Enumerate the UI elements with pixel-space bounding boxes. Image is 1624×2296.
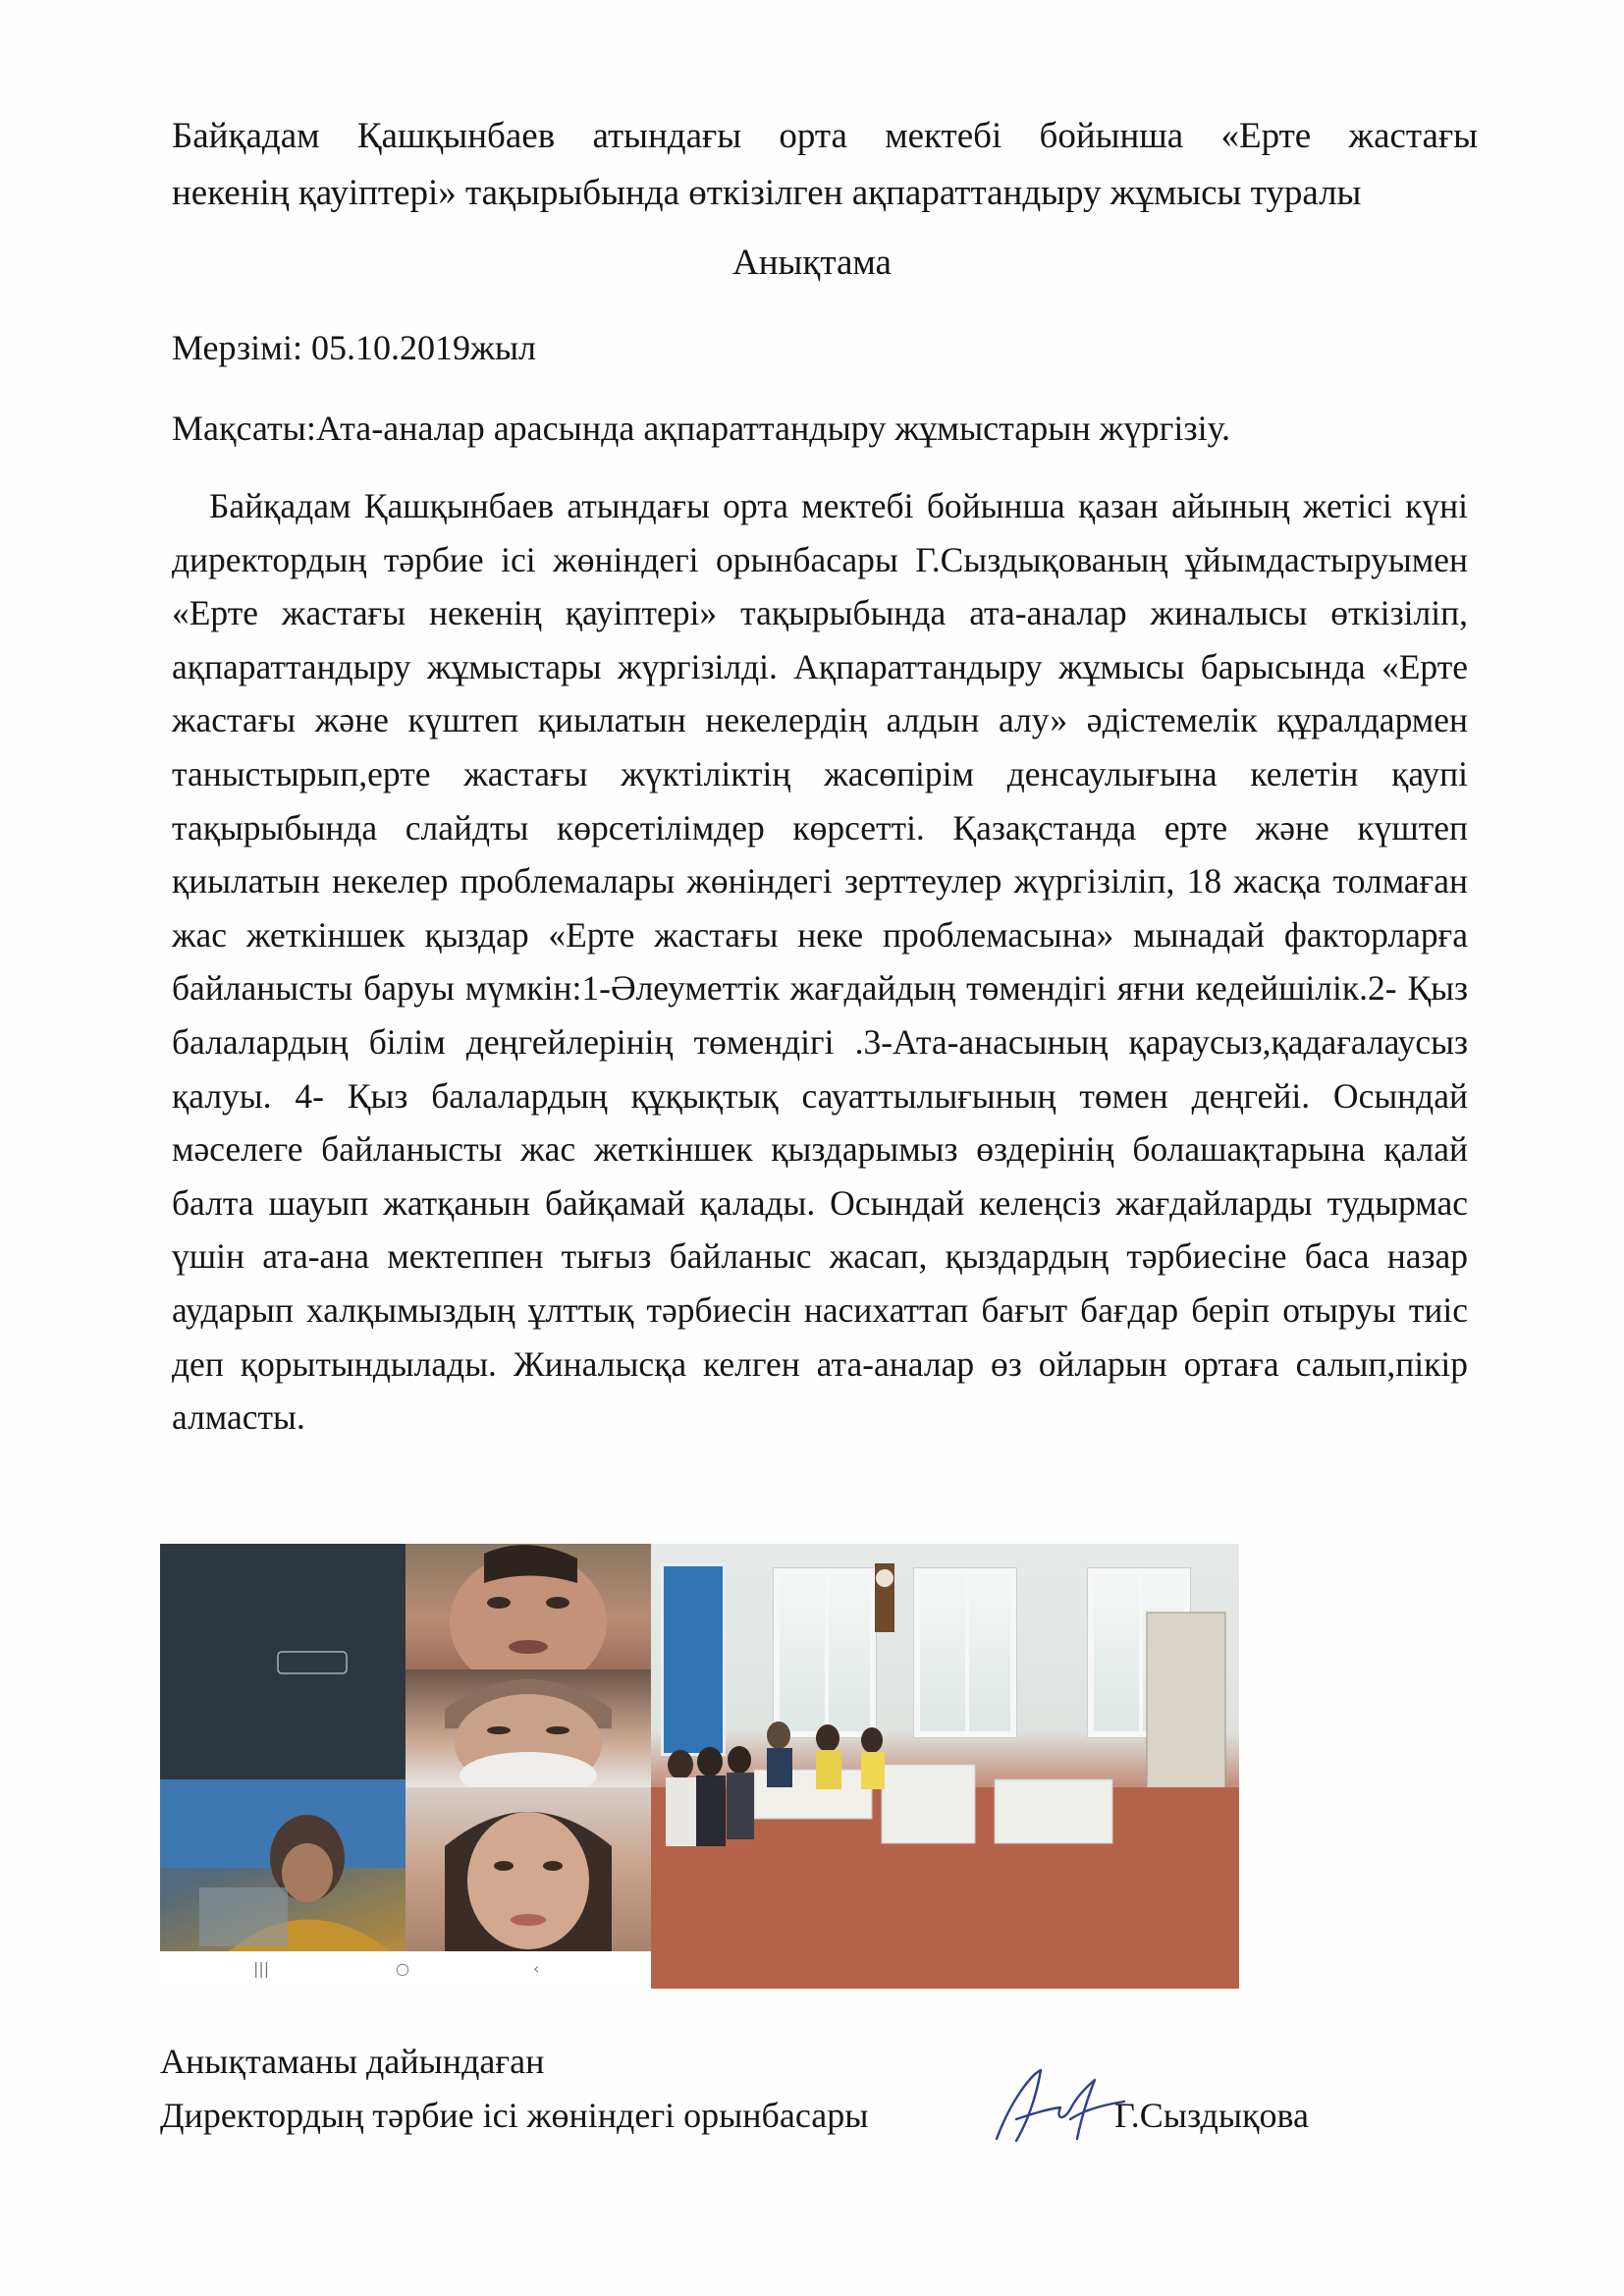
document-title: Анықтама <box>732 243 892 283</box>
call-tile-participant-1 <box>406 1544 651 1669</box>
teacher-figure-graphic <box>160 1779 406 1951</box>
heading-line-2: некенің қауіптері» тақырыбында өткізілген ақпараттандыру жұмысы туралы <box>172 173 1362 213</box>
back-icon: ‹ <box>533 1959 540 1978</box>
classroom-scene-graphic <box>651 1544 1239 1989</box>
prepared-by-line: Анықтаманы дайындаған <box>160 2042 545 2081</box>
purpose-line: Мақсаты:Ата-аналар арасында ақпараттандыру жұмыстарын жүргізіу. <box>172 409 1230 448</box>
position-line: Директордың тәрбие ісі жөніндегі орынбасары <box>160 2096 869 2135</box>
photo-collage <box>160 1544 1239 1989</box>
participant-2-face-graphic <box>406 1669 651 1787</box>
video-call-screenshot <box>160 1544 651 1989</box>
call-tile-graphic <box>160 1544 406 1779</box>
call-tile-participant-3 <box>406 1787 651 1951</box>
body-paragraph: Байқадам Қашқынбаев атындағы орта мектебі бойынша қазан айының жетісі күні директордың тәрбие ісі жөніндегі орынбасары Г.Сыздықованың ұйымдастыруымен «Ерте жастағы некенің қауіптері» тақырыбында ата-аналар жиналысы өткізіліп, ақпараттандыру жұмыстары жүргізілді. Ақпараттандыру жұмысы барысында «Ерте жастағы және күштеп қиылатын некелердің алдын алу» әдістемелік құралдармен таныстырып,ерте жастағы жүктіліктің жасөпірім денсаулығына келетін қаупі тақырыбында слайдты көрсетілімдер көрсетті. Қазақстанда ерте және күштеп қиылатын некелер проблемалары жөніндегі зерттеулер жүргізіліп, 18 жасқа толмаған жас жеткіншек қыздар «Ерте жастағы неке проблемасына» мынадай факторларға байланысты баруы мүмкін:1-Әлеуметтік жағдайдың төмендігі яғни кедейшілік.2- Қыз балалардың білім деңгейлерінің төмендігі .3-Ата-анасының қараусыз,қадағалаусыз қалуы. 4- Қыз балалардың құқықтық сауаттылығының төмен деңгейі. Осындай мәселеге байланысты жас жеткіншек қыздарымыз өздерінің болашақтарына қалай балта шауып жатқанын байқамай қалады. Осындай келеңсіз жағдайларды тудырмас үшін ата-ана мектеппен тығыз байланыс жасап, қыздардың тәрбиесіне баса назар аударып халқымыздың ұлттық тәрбиесін насихаттап бағыт бағдар беріп отыруы тиіс деп қорытындылады. Жиналысқа келген ата-аналар өз ойларын ортаға салып,пікір алмасты. <box>172 486 1468 1438</box>
classroom-meeting-photo <box>651 1544 1239 1989</box>
call-tile-empty <box>160 1544 406 1779</box>
handwritten-signature <box>987 2060 1129 2154</box>
participant-3-face-graphic <box>406 1787 651 1951</box>
phone-nav-bar <box>160 1951 651 1989</box>
call-tile-teacher <box>160 1779 406 1951</box>
home-icon: ○ <box>396 1959 409 1978</box>
signer-name: Г.Сыздықова <box>1114 2096 1310 2135</box>
call-tile-participant-2 <box>406 1669 651 1787</box>
participant-1-face-graphic <box>406 1544 651 1669</box>
date-line: Мерзімі: 05.10.2019жыл <box>172 328 536 367</box>
document-heading <box>172 108 1478 222</box>
heading-line-1: Байқадам Қашқынбаев атындағы орта мектебі бойынша «Ерте жастағы <box>172 116 1478 156</box>
recent-apps-icon: ||| <box>253 1959 270 1978</box>
